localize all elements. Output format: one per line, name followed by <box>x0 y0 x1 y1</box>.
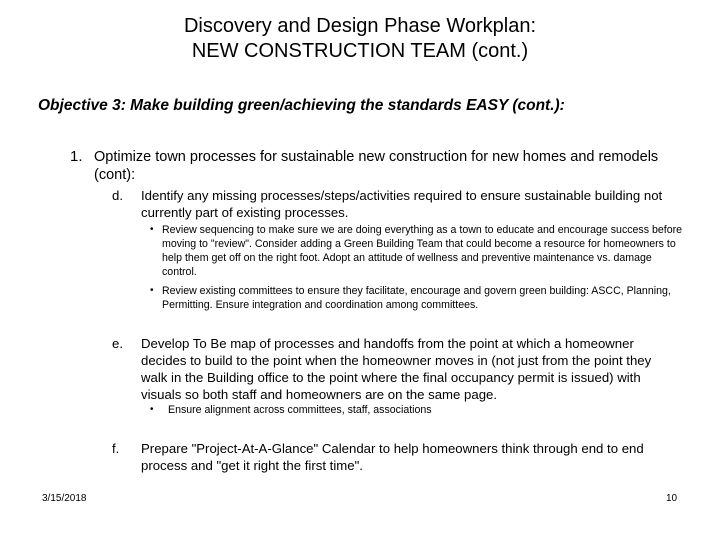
objective-heading: Objective 3: Make building green/achieving the standards EASY (cont.): <box>38 97 565 114</box>
title-line-2: NEW CONSTRUCTION TEAM (cont.) <box>191 40 529 62</box>
bullet-icon: • <box>150 285 154 296</box>
page-number: 10 <box>666 493 678 504</box>
bullet-icon: • <box>150 404 154 415</box>
slide-title <box>0 14 720 64</box>
item-f-letter: f. <box>112 441 120 456</box>
bullet-icon: • <box>150 224 154 235</box>
footer-date: 3/15/2018 <box>42 493 87 504</box>
item-f-text: Prepare "Project-At-A-Glance" Calendar to help homeowners think through end to end process and "get it right the first time". <box>141 441 644 473</box>
item-1-text: Optimize town processes for sustainable new construction for new homes and remodels (cont): <box>94 149 659 183</box>
item-e-text: Develop To Be map of processes and handoffs from the point at which a homeowner decides to build to the point when the homeowner moves in (not just from the point they walk in the Building office to the point where the final occupancy permit is issued) with visuals so both staff and homeowners are on the same page. <box>141 336 652 402</box>
title-line-1: Discovery and Design Phase Workplan: <box>183 15 537 37</box>
item-e-bullet-1: Ensure alignment across committees, staff, associations <box>168 404 432 416</box>
item-e-letter: e. <box>112 336 123 351</box>
item-1-number: 1. <box>70 148 83 165</box>
item-d-text: Identify any missing processes/steps/activities required to ensure sustainable building not currently part of existing processes. <box>141 188 663 220</box>
item-d-letter: d. <box>112 188 123 203</box>
item-d-bullet-1: Review sequencing to make sure we are doing everything as a town to educate and encourage success before moving to "review". Consider adding a Green Building Team that could become a resource for homeowners to help them get off on the right foot. Adopt an attitude of wellness and preventive maintenance vs. damage control. <box>162 224 682 278</box>
item-d-bullet-2: Review existing committees to ensure they facilitate, encourage and govern green building: ASCC, Planning, Permitting. Ensure integration and coordination among committees. <box>162 285 671 311</box>
